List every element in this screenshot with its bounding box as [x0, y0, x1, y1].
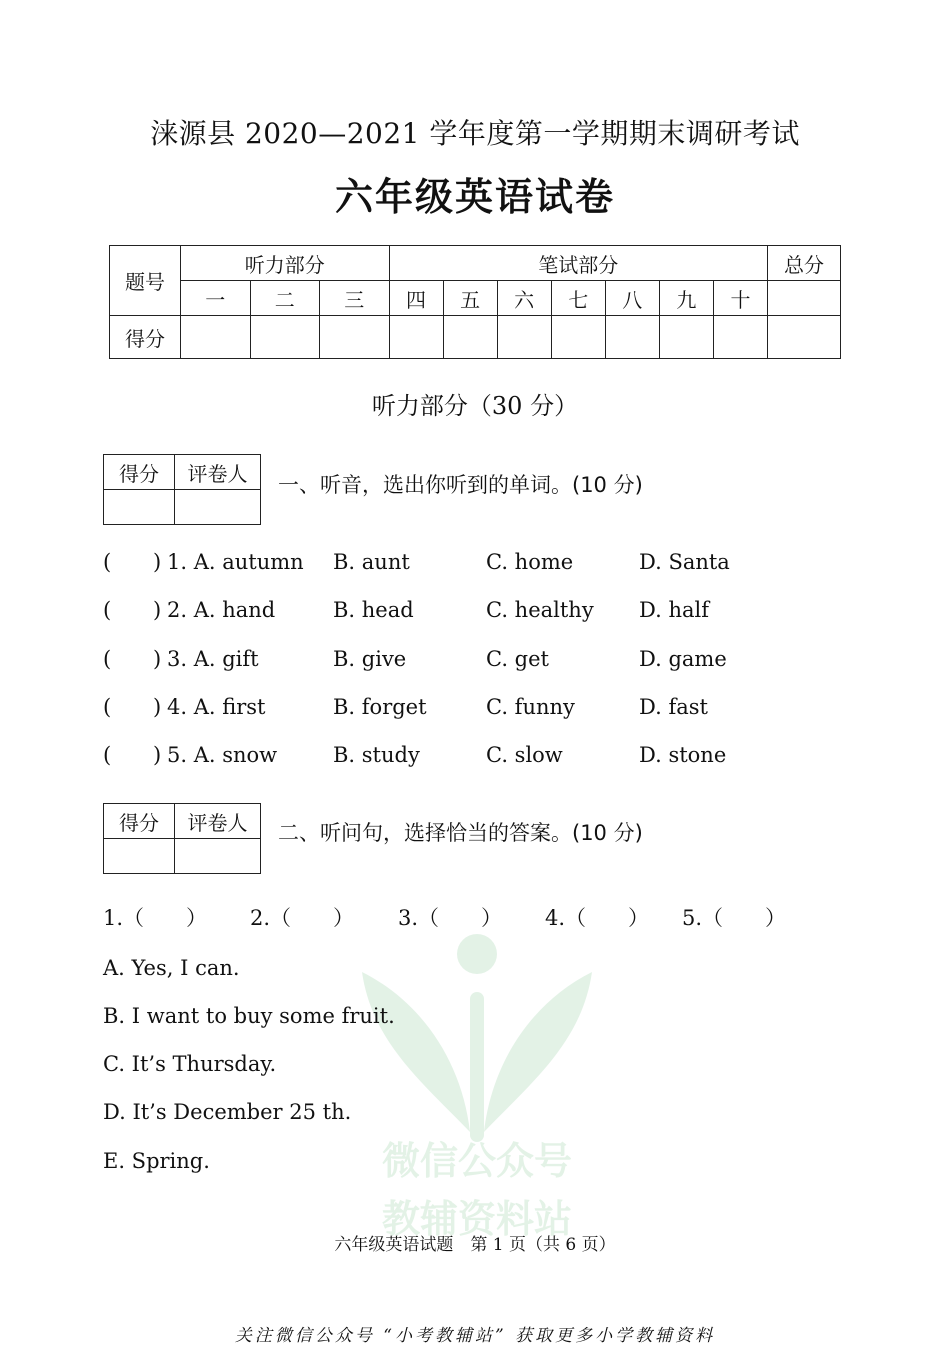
numeral-cell: 八	[605, 281, 659, 316]
score-cell[interactable]	[605, 316, 659, 359]
option-d: D. Santa	[639, 550, 730, 574]
grader-box-2	[103, 803, 261, 874]
score-cell[interactable]	[768, 316, 841, 359]
option-d: D. half	[639, 598, 709, 622]
answer-paren-open[interactable]: (	[103, 550, 112, 574]
numeral-cell: 一	[181, 281, 251, 316]
grader-name-cell[interactable]	[175, 490, 261, 525]
answer-choice: B. I want to buy some fruit.	[103, 1004, 395, 1028]
numeral-cell: 九	[659, 281, 713, 316]
option-b: B. head	[333, 598, 414, 622]
numeral-cell: 三	[320, 281, 390, 316]
question-row	[103, 598, 863, 628]
question-number-label: 题号	[110, 246, 181, 316]
grader-name-cell[interactable]	[175, 839, 261, 874]
answer-choice: D. It’s December 25 th.	[103, 1100, 352, 1124]
option-a: 1. A. autumn	[167, 550, 304, 574]
promo-banner: 关注微信公众号 “小考教辅站” 获取更多小学教辅资料	[234, 1326, 716, 1346]
answer-paren-close: )	[153, 598, 162, 622]
score-table	[109, 245, 841, 359]
score-cell[interactable]	[443, 316, 497, 359]
numeral-cell: 五	[443, 281, 497, 316]
option-d: D. fast	[639, 695, 708, 719]
written-part-label: 笔试部分	[389, 246, 768, 281]
numeral-cell: 十	[713, 281, 767, 316]
section-1-title: 一、听音，选出你听到的单词。(10 分)	[278, 473, 643, 497]
grader-score-label: 得分	[104, 804, 175, 839]
exam-title: 六年级英语试卷	[334, 175, 615, 219]
option-c: C. healthy	[486, 598, 594, 622]
total-label: 总分	[768, 246, 841, 281]
score-cell[interactable]	[389, 316, 443, 359]
grader-score-label: 得分	[104, 455, 175, 490]
option-b: B. forget	[333, 695, 427, 719]
score-cell[interactable]	[497, 316, 551, 359]
score-cell[interactable]	[713, 316, 767, 359]
total-cell[interactable]	[768, 281, 841, 316]
listening-heading: 听力部分（30 分）	[371, 392, 579, 420]
option-a: 4. A. first	[167, 695, 266, 719]
grader-box-1	[103, 454, 261, 525]
answer-paren-open[interactable]: (	[103, 743, 112, 767]
grader-label: 评卷人	[175, 455, 261, 490]
page-footer: 六年级英语试题 第 1 页（共 6 页）	[334, 1235, 616, 1255]
option-a: 2. A. hand	[167, 598, 276, 622]
answer-choice: A. Yes, I can.	[103, 956, 240, 980]
option-d: D. game	[639, 647, 727, 671]
numeral-cell: 六	[497, 281, 551, 316]
option-c: C. slow	[486, 743, 563, 767]
numeral-cell: 二	[250, 281, 320, 316]
answer-paren-close: )	[153, 695, 162, 719]
watermark-line-1: 微信公众号	[381, 1139, 573, 1183]
question-row	[103, 647, 863, 677]
score-cell[interactable]	[181, 316, 251, 359]
score-cell[interactable]	[320, 316, 390, 359]
option-d: D. stone	[639, 743, 727, 767]
answer-paren-open[interactable]: (	[103, 598, 112, 622]
score-label: 得分	[110, 316, 181, 359]
answer-paren-close: )	[153, 550, 162, 574]
answer-paren-open[interactable]: (	[103, 695, 112, 719]
section-2-title: 二、听问句，选择恰当的答案。(10 分)	[278, 821, 643, 845]
grader-score-cell[interactable]	[104, 490, 175, 525]
watermark-line-2: 教辅资料站	[381, 1197, 573, 1241]
option-b: B. give	[333, 647, 407, 671]
answer-slot[interactable]: 5.（ ）	[682, 906, 787, 930]
option-b: B. aunt	[333, 550, 410, 574]
option-c: C. home	[486, 550, 574, 574]
option-a: 5. A. snow	[167, 743, 278, 767]
answer-slot[interactable]: 1.（ ）	[103, 906, 208, 930]
answer-slot[interactable]: 2.（ ）	[250, 906, 355, 930]
question-row	[103, 743, 863, 773]
exam-subtitle: 涞源县 2020—2021 学年度第一学期期末调研考试	[150, 117, 800, 150]
answer-paren-close: )	[153, 647, 162, 671]
grader-label: 评卷人	[175, 804, 261, 839]
numeral-cell: 四	[389, 281, 443, 316]
option-c: C. funny	[486, 695, 575, 719]
score-cell[interactable]	[551, 316, 605, 359]
option-c: C. get	[486, 647, 549, 671]
answer-choice: E. Spring.	[103, 1149, 210, 1173]
answer-paren-close: )	[153, 743, 162, 767]
question-row	[103, 695, 863, 725]
watermark-logo	[352, 932, 602, 1252]
question-row	[103, 550, 863, 580]
listening-part-label: 听力部分	[181, 246, 390, 281]
answer-choice: C. It’s Thursday.	[103, 1052, 277, 1076]
option-a: 3. A. gift	[167, 647, 259, 671]
grader-score-cell[interactable]	[104, 839, 175, 874]
score-cell[interactable]	[250, 316, 320, 359]
answer-slot[interactable]: 4.（ ）	[545, 906, 650, 930]
score-cell[interactable]	[659, 316, 713, 359]
numeral-cell: 七	[551, 281, 605, 316]
answer-slot[interactable]: 3.（ ）	[398, 906, 503, 930]
answer-paren-open[interactable]: (	[103, 647, 112, 671]
option-b: B. study	[333, 743, 420, 767]
